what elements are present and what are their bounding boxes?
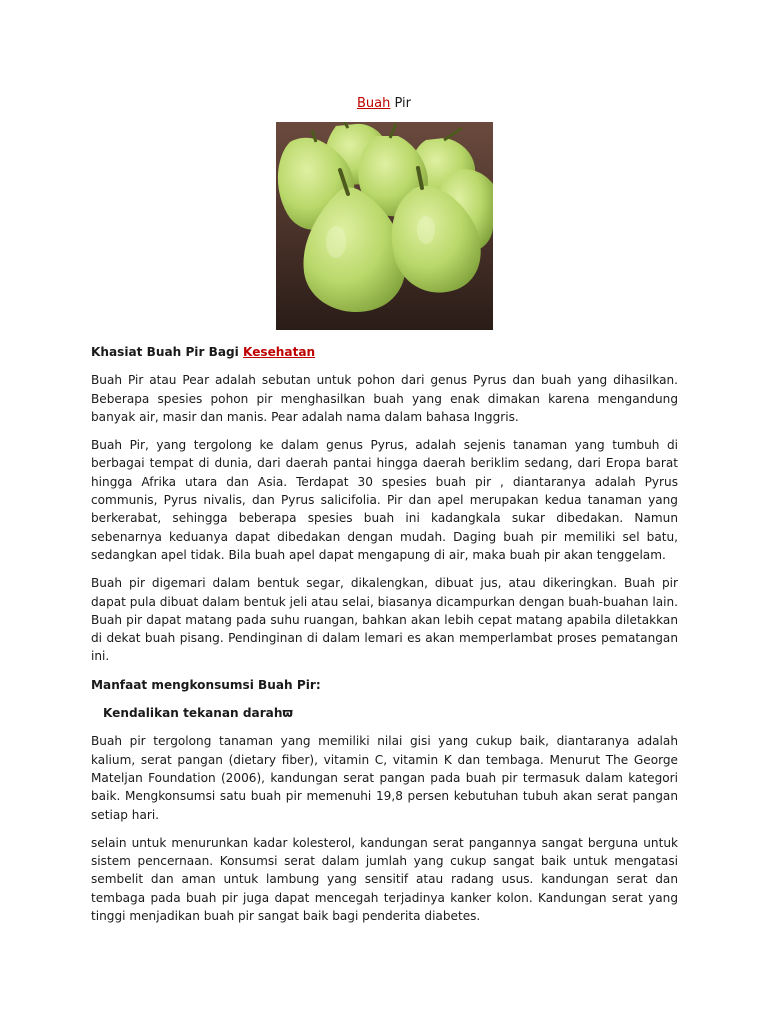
title-text: Pir: [390, 96, 412, 111]
paragraph-fiber: selain untuk menurunkan kadar kolesterol, kandungan serat pangannya sangat berguna untuk sistem pencernaan. Konsumsi serat dalam jumlah yang cukup sangat baik untuk mengatasi sembelit dan aman untuk lambung yang sensitif atau radang usus. kandungan serat dan tembaga pada buah pir juga dapat mencegah terjadinya kanker kolon. Kandungan serat yang tinggi menjadikan buah pir sangat baik bagi penderita diabetes.: [91, 835, 678, 924]
title-link[interactable]: Buah: [356, 96, 391, 111]
subheading-blood-pressure: Kendalikan tekanan darahϖ: [103, 706, 293, 721]
paragraph-definition: Buah Pir atau Pear adalah sebutan untuk pohon dari genus Pyrus dan buah yang dihasilkan. Beberapa spesies pohon pir menghasilkan buah yang enak dimakan karena mengandung banyak air, masir dan manis. Pear adalah nama dalam bahasa Inggris.: [91, 373, 678, 424]
heading-text: Khasiat Buah Pir Bagi: [91, 345, 244, 359]
page-title: [0, 96, 768, 112]
pear-photo: [276, 122, 493, 330]
section-heading-manfaat: Manfaat mengkonsumsi Buah Pir:: [91, 677, 321, 692]
kesehatan-link[interactable]: Kesehatan: [243, 345, 316, 359]
paragraph-consumption: Buah pir digemari dalam bentuk segar, dikalengkan, dibuat jus, atau dikeringkan. Buah pir dapat pula dibuat dalam bentuk jeli atau selai, biasanya dicampurkan dengan buah-buahan lain. Buah pir dapat matang pada suhu ruangan, bahkan akan lebih cepat matang apabila diletakkan di dekat buah pisang. Pendinginan di dalam lemari es akan memperlambat proses pematangan ini.: [91, 576, 678, 664]
article-body: [91, 343, 678, 935]
section-heading-khasiat: [91, 343, 678, 361]
paragraph-genus: Buah Pir, yang tergolong ke dalam genus Pyrus, adalah sejenis tanaman yang tumbuh di berbagai tempat di dunia, dari daerah pantai hingga daerah beriklim sedang, dari Eropa barat hingga Afrika utara dan Asia. Terdapat 30 spesies buah pir , diantaranya adalah Pyrus communis, Pyrus nivalis, dan Pyrus salicifolia. Pir dan apel merupakan kedua tanaman yang berkerabat, sehingga beberapa spesies buah ini kadangkala sukar dibedakan. Namun sebenarnya keduanya dapat dibedakan dengan mudah. Daging buah pir memiliki sel batu, sedangkan apel tidak. Bila buah apel dapat mengapung di air, maka buah pir akan tenggelam.: [91, 438, 678, 562]
pears-illustration: [276, 122, 493, 330]
paragraph-nutrition: Buah pir tergolong tanaman yang memiliki nilai gisi yang cukup baik, diantaranya adalah kalium, serat pangan (dietary fiber), vitamin C, vitamin K dan tembaga. Menurut The George Mateljan Foundation (2006), kandungan serat pangan pada buah pir termasuk dalam kategori baik. Mengkonsumsi satu buah pir memenuhi 19,8 persen kebutuhan tubuh akan serat pangan setiap hari.: [91, 734, 678, 822]
